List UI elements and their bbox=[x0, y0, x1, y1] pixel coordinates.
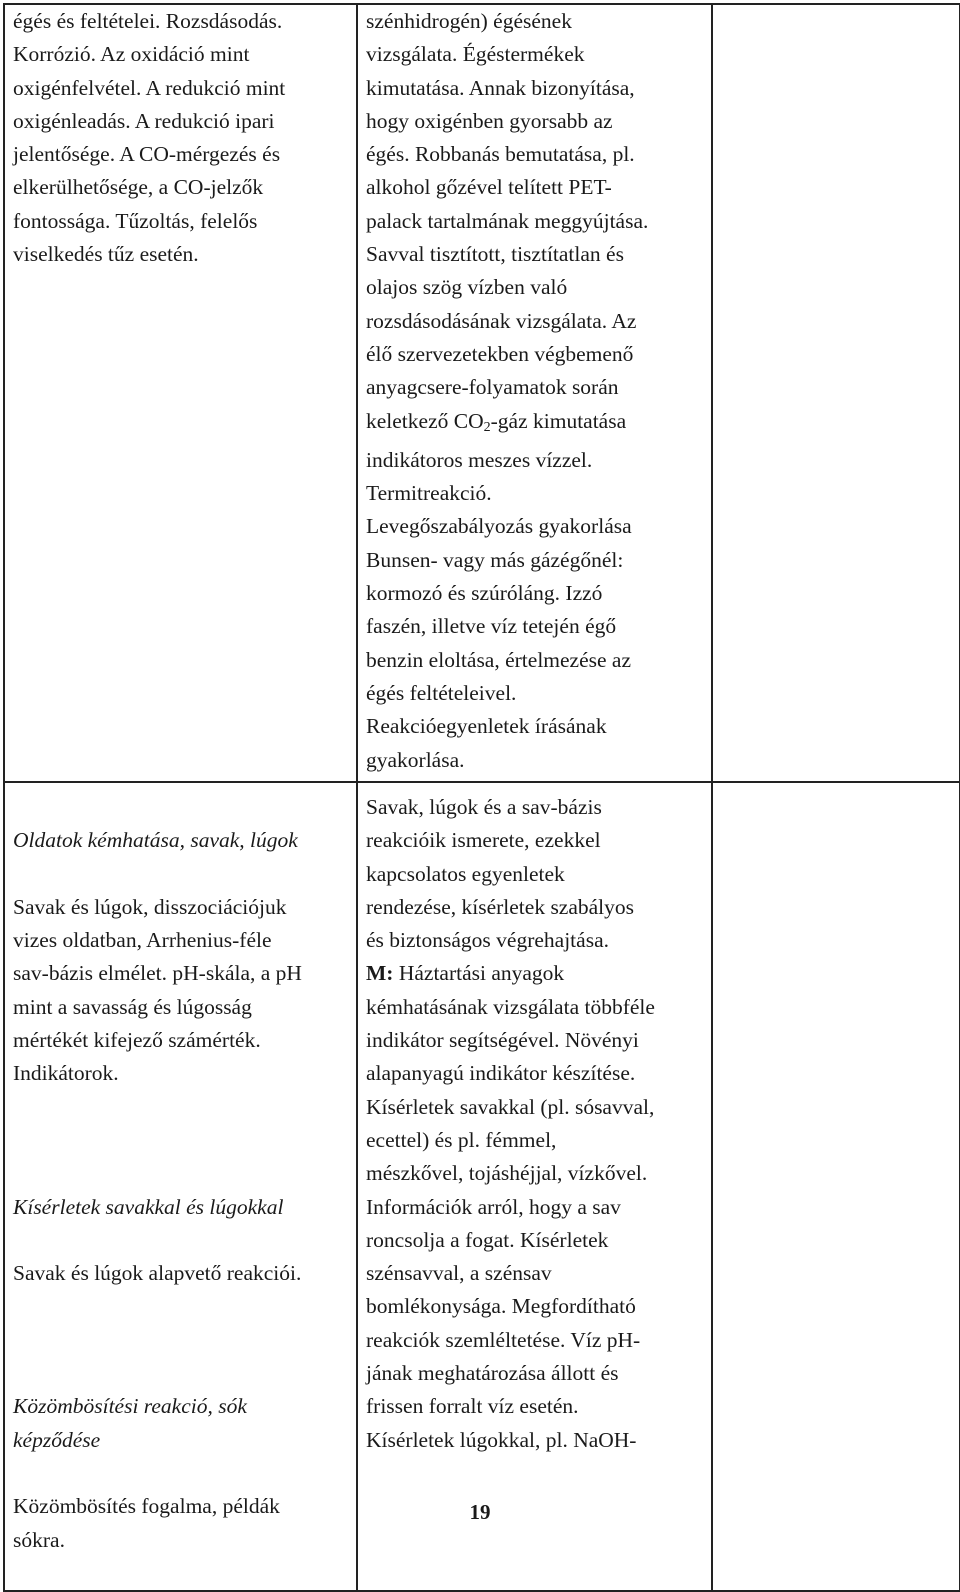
topic-cell bbox=[4, 782, 357, 1591]
activity-label: M: bbox=[366, 961, 394, 986]
topic-content bbox=[5, 783, 356, 1590]
chem-subscript: 2 bbox=[483, 419, 491, 435]
activities-text: Savak, lúgok és a sav-bázis reakcióik ismerete, ezekkel kapcsolatos egyenletek rendezése, kísérletek szabályos és biztonságos végrehajtása. bbox=[366, 795, 635, 953]
page-number: 19 bbox=[469, 1500, 491, 1524]
topic-heading: Oldatok kémhatása, savak, lúgok bbox=[13, 828, 298, 853]
topic-heading: Kísérletek savakkal és lúgokkal bbox=[13, 1194, 284, 1219]
activities-text-part: szénhidrogén) égésének vizsgálata. Égéstermékek kimutatása. Annak bizonyítása, hogy oxigénben gyorsabb az égés. Robbanás bemutatása, pl. alkohol gőzével telített PET- palack tartalmának meggyújtása. Savval tisztított, tisztítatlan és olajos szög vízben való rozsdásodásának vizsgálata. Az élő szervezetekben végbemenő anyagcsere-folyamatok során keletkező CO bbox=[366, 9, 649, 433]
curriculum-table bbox=[3, 3, 960, 1592]
notes-cell bbox=[712, 4, 960, 782]
activities-cell bbox=[357, 4, 712, 782]
topic-text: égés és feltételei. Rozsdásodás. Korrózió. Az oxidáció mint oxigénfelvétel. A redukció mint oxigénleadás. A redukció ipari jelentősége. A CO-mérgezés és elkerülhetősége, a CO-jelzők fontossága. Tűzoltás, felelős viselkedés tűz esetén. bbox=[13, 9, 286, 267]
topic-cell bbox=[4, 4, 357, 782]
topic-heading: Közömbösítési reakció, sók képződése bbox=[13, 1394, 247, 1452]
topic-text: Savak és lúgok alapvető reakciói. bbox=[13, 1261, 302, 1286]
activities-text bbox=[358, 5, 711, 777]
topic-text: Közömbösítés fogalma, példák sókra. bbox=[13, 1494, 280, 1552]
table-row bbox=[4, 782, 960, 1591]
notes-cell bbox=[712, 782, 960, 1591]
activities-text-part: -gáz kimutatása indikátoros meszes vízzel. Termitreakció. Levegőszabályozás gyakorlása Bunsen- vagy más gázégőnél: kormozó és szúróláng. Izzó faszén, illetve víz tetején égő benzin eloltása, értelmezése az égés feltételeivel. Reakcióegyenletek írásának gyakorlása. bbox=[366, 408, 632, 772]
activities-text: Háztartási anyagok kémhatásának vizsgálata többféle indikátor segítségével. Növényi alapanyagú indikátor készítése. Kísérletek savakkal (pl. sósavval, ecettel) és pl. fémmel, mészkővel, tojáshéjjal, vízkővel. Információk arról, hogy a sav roncsolja a fogat. Kísérletek szénsavval, a szénsav bomlékonysága. Megfordítható reakciók szemléltetése. Víz pH- jának meghatározása állott és frissen forralt víz esetén. Kísérletek lúgokkal, pl. NaOH- bbox=[366, 961, 655, 1452]
activities-content bbox=[358, 783, 711, 1457]
activities-cell bbox=[357, 782, 712, 1591]
table-row bbox=[4, 4, 960, 782]
topic-text: Savak és lúgok, disszociációjuk vizes oldatban, Arrhenius-féle sav-bázis elmélet. pH-skála, a pH mint a savasság és lúgosság mértékét kifejező számérték. Indikátorok. bbox=[13, 894, 302, 1086]
